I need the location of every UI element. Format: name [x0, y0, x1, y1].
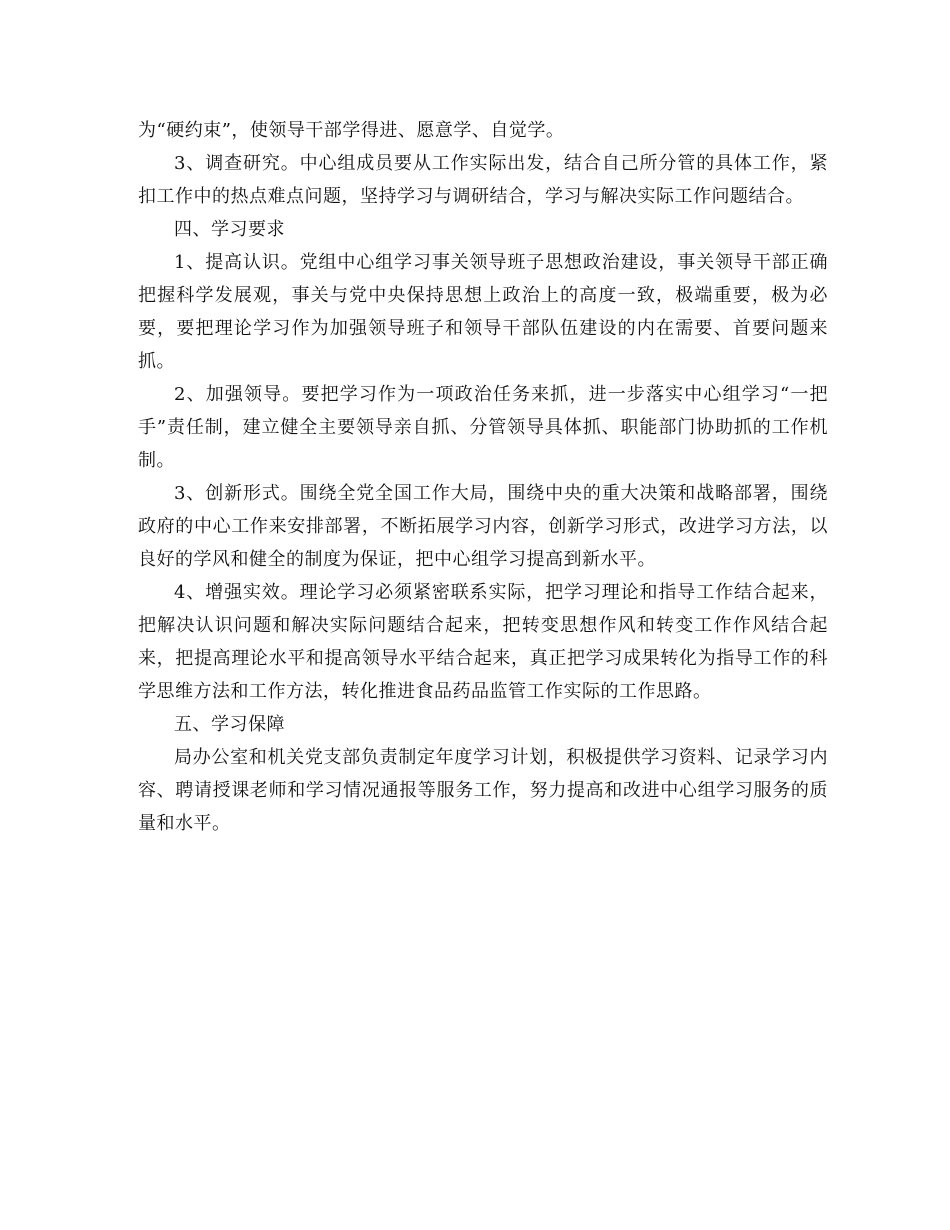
- paragraph-research: 3、调查研究。中心组成员要从工作实际出发，结合自己所分管的具体工作，紧扣工作中的热点难点问题，坚持学习与调研结合，学习与解决实际工作问题结合。: [138, 153, 828, 207]
- section-heading-requirements: 四、学习要求: [174, 219, 285, 240]
- paragraph-innovate-forms: 3、创新形式。围绕全党全国工作大局，围绕中央的重大决策和战略部署，围绕政府的中心工作来安排部署，不断拓展学习内容，创新学习形式，改进学习方法，以良好的学风和健全的制度为保证，把中心组学习提高到新水平。: [138, 483, 828, 570]
- paragraph-enhance-effectiveness: 4、增强实效。理论学习必须紧密联系实际，把学习理论和指导工作结合起来，把解决认识问题和解决实际问题结合起来，把转变思想作风和转变工作作风结合起来，把提高理论水平和提高领导水平结合起来，真正把学习成果转化为指导工作的科学思维方法和工作方法，转化推进食品药品监管工作实际的工作思路。: [138, 582, 828, 702]
- document-body: [138, 114, 828, 840]
- paragraph-continuation: 为“硬约束”，使领导干部学得进、愿意学、自觉学。: [138, 120, 565, 141]
- paragraph-guarantee: 局办公室和机关党支部负责制定年度学习计划，积极提供学习资料、记录学习内容、聘请授课老师和学习情况通报等服务工作，努力提高和改进中心组学习服务的质量和水平。: [138, 747, 828, 834]
- paragraph-strengthen-leadership: 2、加强领导。要把学习作为一项政治任务来抓，进一步落实中心组学习“一把手”责任制，建立健全主要领导亲自抓、分管领导具体抓、职能部门协助抓的工作机制。: [138, 384, 828, 471]
- paragraph-raise-awareness: 1、提高认识。党组中心组学习事关领导班子思想政治建设，事关领导干部正确把握科学发展观，事关与党中央保持思想上政治上的高度一致，极端重要，极为必要，要把理论学习作为加强领导班子和领导干部队伍建设的内在需要、首要问题来抓。: [138, 252, 828, 372]
- section-heading-guarantee: 五、学习保障: [174, 714, 285, 735]
